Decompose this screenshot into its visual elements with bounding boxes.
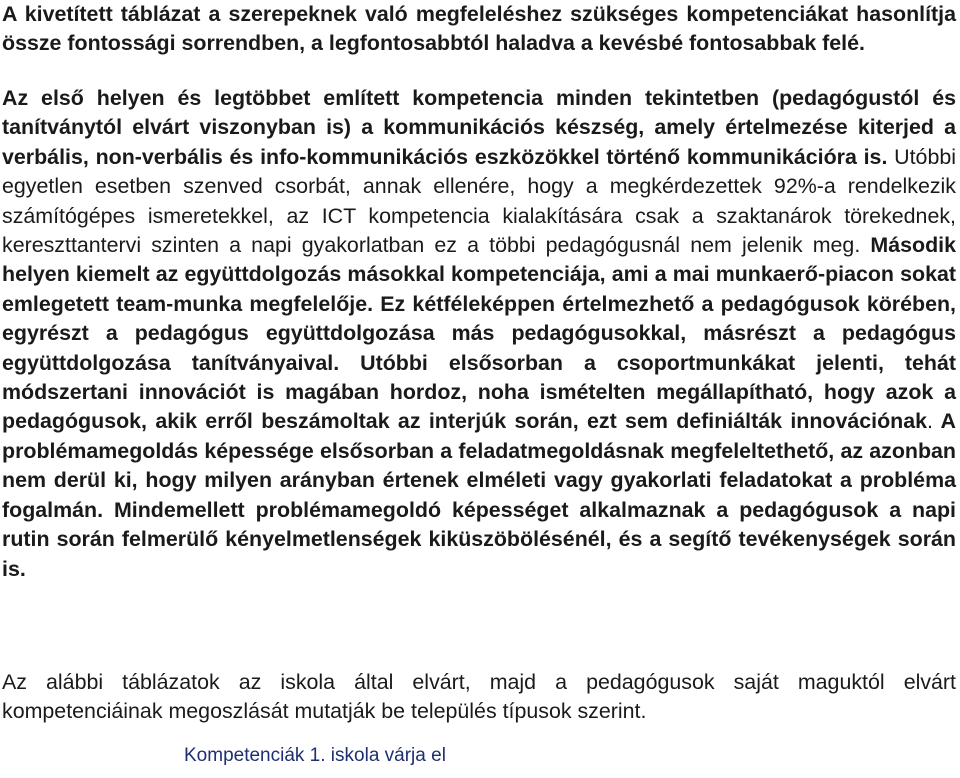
outro-paragraph: Az alábbi táblázatok az iskola által elvárt, majd a pedagógusok saját maguktól elvárt kompetenciáinak megoszlását mutatják be település típusok szerint.	[2, 670, 956, 724]
ict-sentence: Utóbbi egyetlen esetben szenved csorbát, annak ellenére, hogy a megkérdezettek 92%-a rendelkezik számítógépes ismeretekkel, az ICT kompetencia kialakítására csak a szaktanárok törekednek, kereszttantervi szinten a napi gyakorlatban ez a többi pedagógusnál nem jelenik meg.	[2, 144, 956, 258]
competency-paragraph	[2, 84, 956, 584]
communication-sentence: Az első helyen és legtöbbet említett kompetencia minden tekintetben (pedagógustól és tanítványtól elvárt viszonyban is) a kommunikációs készség, amely értelmezése kiterjed a verbális, non-verbális és info-kommunikációs eszközökkel történő kommunikációra is.	[2, 86, 956, 169]
table-caption: Kompetenciák 1. iskola várja el	[184, 745, 446, 766]
cooperation-sentences: Második helyen kiemelt az együttdolgozás másokkal kompetenciája, ami a mai munkaerő-piacon sokat emlegetett team-munka megfelelője. Ez kétféleképpen értelmezhető a pedagógusok körében, egyrészt a pedagógus együttdolgozása más pedagógusokkal, másrészt a pedagógus együttdolgozása tanítványaival. Utóbbi elsősorban a csoportmunkákat jelenti, tehát módszertani innovációt is magában hordoz, noha ismételten megállapítható, hogy azok a pedagógusok, akik erről beszámoltak az interjúk során, ezt sem definiálták innovációnak	[2, 233, 957, 434]
intro-paragraph: A kivetített táblázat a szerepeknek való megfeleléshez szükséges kompetenciákat hasonlítja össze fontossági sorrendben, a legfontosabbtól haladva a kevésbé fontosabbak felé.	[2, 2, 956, 56]
sentence-period: .	[927, 409, 933, 434]
problem-solving-sentences: A problémamegoldás képessége elsősorban a feladatmegoldásnak megfeleltethető, az azonban nem derül ki, hogy milyen arányban értenek elméleti vagy gyakorlati feladatokat a probléma fogalmán. Mindemellett problémamegoldó képességet alkalmaznak a pedagógusok a napi rutin során felmerülő kényelmetlenségek kiküszöbölésénél, és a segítő tevékenységek során is.	[2, 409, 956, 581]
